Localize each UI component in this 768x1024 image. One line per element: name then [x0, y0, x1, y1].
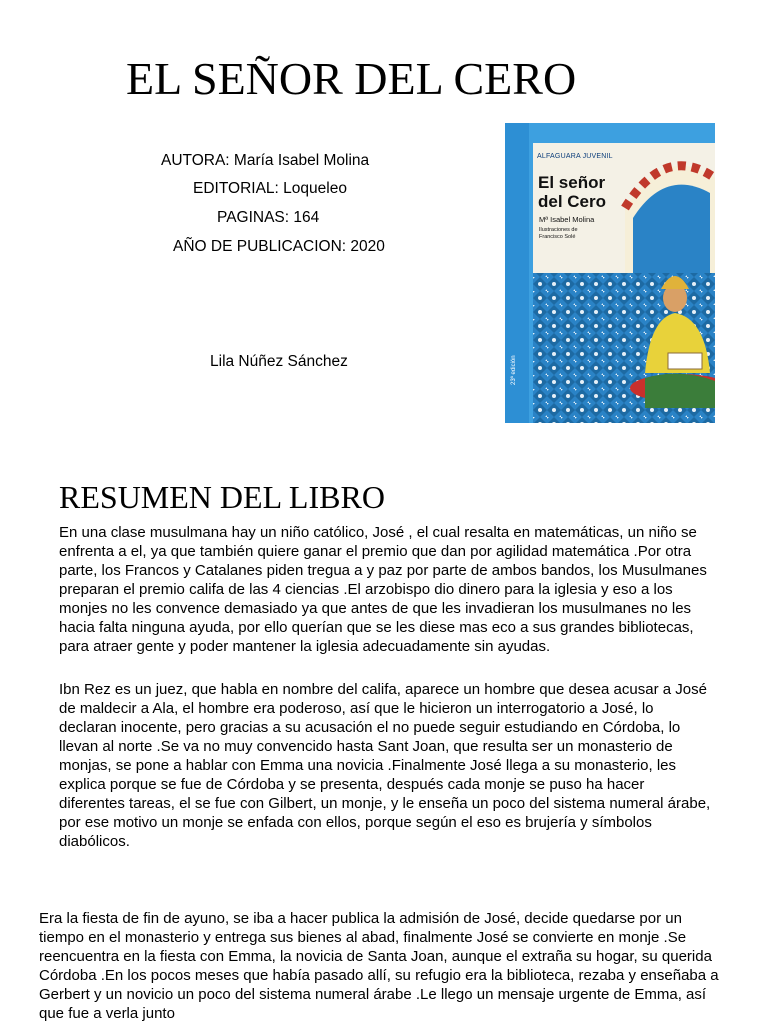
document-title: EL SEÑOR DEL CERO [126, 53, 577, 104]
cover-title [538, 173, 638, 211]
book-cover-image [505, 123, 715, 423]
author-line: AUTORA: María Isabel Molina [161, 152, 370, 169]
summary-paragraph-2: Ibn Rez es un juez, que habla en nombre del califa, aparece un hombre que desea acusar a José de maldecir a Ala, el hombre era poderoso, así que le hicieron un interrogatorio a José, lo declaran inocente, pero gracias a su acusación el no puede seguir estudiando en Córdoba, lo llevan al norte .Se va no muy convencido hasta Sant Joan, que resulta ser un monasterio de monjas, se pone a hablar con Emma una novicia .Finalmente José llega a su monasterio, les explica porque se fue de Córdoba y se presenta, después cada monje se puso ha hacer diferentes tareas, el se fue con Gilbert, un monje, y le enseña un poco del sistema numeral árabe, por ese motivo un monje se enfada con ellos, porque según el eso es brujería y símbolos diabólicos. [59, 681, 711, 850]
cover-illustrator: Ilustraciones de Francisco Solé [539, 227, 578, 240]
summary-paragraph-3: Era la fiesta de fin de ayuno, se iba a hacer publica la admisión de José, decide quedarse por un tiempo en el monasterio y entrega sus bienes al abad, finalmente José se convierte en monje .Se reencuentra en la fiesta con Emma, la novicia de Santa Joan, aunque el extraña su hogar, su querida Córdoba .En los pocos meses que había pasado allí, su refugio era la biblioteca, rezaba y enseñaba a Gerbert y un novicio un poco del sistema numeral árabe .Le llego un mensaje urgente de Emma, así que fue a verla junto [39, 910, 719, 1022]
cover-author: Mª Isabel Molina [539, 215, 595, 224]
cover-edition: 23ª edición [511, 355, 517, 385]
publisher-line: EDITORIAL: Loqueleo [193, 180, 347, 197]
cover-title-line2: del Cero [538, 192, 607, 211]
student-name: Lila Núñez Sánchez [210, 353, 348, 370]
cover-publisher: ALFAGUARA JUVENIL [537, 153, 613, 160]
summary-paragraph-1: En una clase musulmana hay un niño católico, José , el cual resalta en matemáticas, un niño se enfrenta a el, ya que también quiere ganar el premio que dan por agilidad matemática .Por otra parte, los Francos y Catalanes piden tregua a y paz por parte de ambos bandos, los Musulmanes preparan el premio califa de las 4 ciencias .El arzobispo dio dinero para la iglesia y eso a los monjes no les convence demasiado ya que antes de que les invadieran los musulmanes no les hacia falta ninguna ayuda, por ello querían que se les diese mas eco a sus grandes bibliotecas, para atraer gente y poder mantener la iglesia adecuadamente sin ayudas. [59, 524, 707, 655]
book-cover-illustration [505, 123, 715, 423]
year-line: AÑO DE PUBLICACION: 2020 [173, 238, 385, 255]
pages-line: PAGINAS: 164 [217, 209, 320, 226]
cover-title-line1: El señor [538, 173, 606, 192]
summary-heading: RESUMEN DEL LIBRO [59, 479, 385, 515]
